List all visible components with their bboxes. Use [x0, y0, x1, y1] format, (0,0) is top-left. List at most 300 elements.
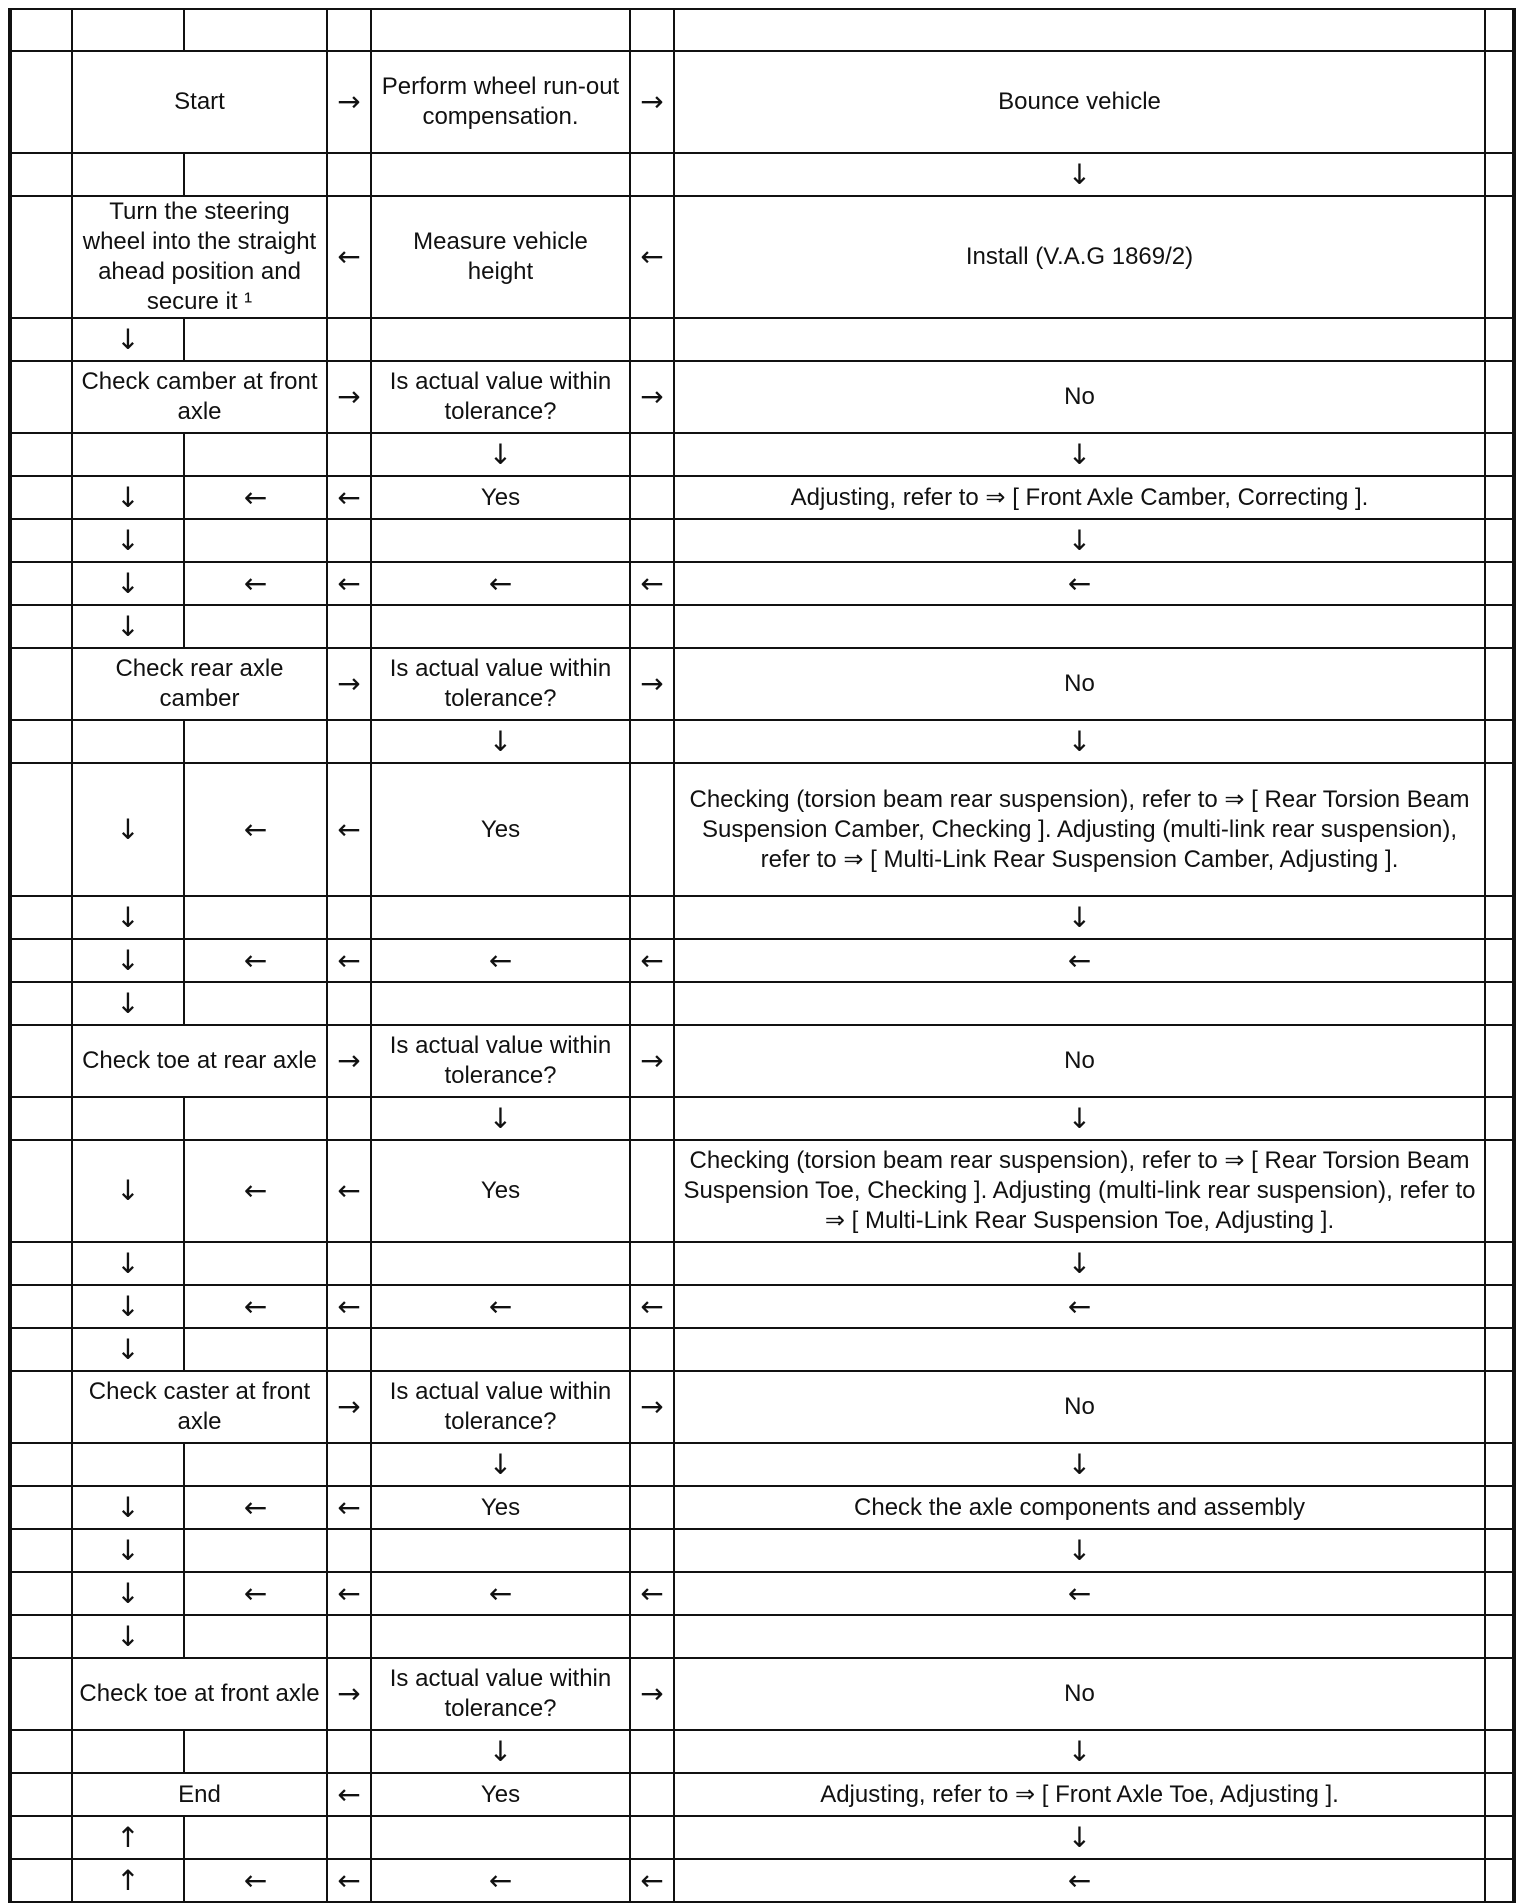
arrow-left-icon: ← — [184, 1140, 327, 1242]
flow-step: Checking (torsion beam rear suspension), refer to ⇒ [ Rear Torsion Beam Suspension Camber, Checking ]. Adjusting (multi-link rear suspension), refer to ⇒ [ Multi-Link Rear Suspension Camber, Adjusting ]. — [674, 763, 1485, 896]
arrow-left-icon: ← — [630, 196, 674, 318]
arrow-down-icon: ↓ — [371, 720, 630, 763]
empty-cell — [10, 196, 72, 318]
empty-cell — [630, 1486, 674, 1529]
empty-cell — [1485, 433, 1514, 476]
empty-cell — [10, 1328, 72, 1371]
flow-row — [10, 153, 1514, 196]
flow-step: Install (V.A.G 1869/2) — [674, 196, 1485, 318]
empty-cell — [10, 476, 72, 519]
empty-cell — [371, 9, 630, 51]
arrow-right-icon: → — [630, 1658, 674, 1730]
empty-cell — [630, 318, 674, 361]
arrow-right-icon: → — [630, 51, 674, 153]
flow-row — [10, 1328, 1514, 1371]
empty-cell — [630, 1097, 674, 1140]
empty-cell — [10, 51, 72, 153]
arrow-down-icon: ↓ — [674, 433, 1485, 476]
empty-cell — [630, 1140, 674, 1242]
flow-row — [10, 1097, 1514, 1140]
empty-cell — [674, 9, 1485, 51]
empty-cell — [1485, 1572, 1514, 1615]
empty-cell — [630, 1773, 674, 1816]
flow-step: Is actual value within tolerance? — [371, 361, 630, 433]
arrow-down-icon: ↓ — [674, 720, 1485, 763]
arrow-down-icon: ↓ — [72, 605, 184, 648]
arrow-right-icon: → — [327, 1371, 371, 1443]
flow-row — [10, 1486, 1514, 1529]
arrow-left-icon: ← — [674, 1572, 1485, 1615]
flow-step: No — [674, 1658, 1485, 1730]
flow-row — [10, 648, 1514, 720]
arrow-left-icon: ← — [327, 476, 371, 519]
empty-cell — [630, 763, 674, 896]
arrow-down-icon: ↓ — [674, 153, 1485, 196]
empty-cell — [184, 1730, 327, 1773]
empty-cell — [184, 1615, 327, 1658]
arrow-down-icon: ↓ — [72, 562, 184, 605]
empty-cell — [1485, 1773, 1514, 1816]
arrow-left-icon: ← — [327, 196, 371, 318]
empty-cell — [184, 605, 327, 648]
empty-cell — [10, 763, 72, 896]
flowchart-body — [10, 9, 1514, 1902]
empty-cell — [1485, 648, 1514, 720]
empty-cell — [10, 1242, 72, 1285]
empty-cell — [184, 153, 327, 196]
flow-row — [10, 1658, 1514, 1730]
empty-cell — [10, 433, 72, 476]
empty-cell — [184, 982, 327, 1025]
arrow-left-icon: ← — [327, 1486, 371, 1529]
empty-cell — [630, 1443, 674, 1486]
empty-cell — [371, 1529, 630, 1572]
flow-step: Yes — [371, 1486, 630, 1529]
arrow-down-icon: ↓ — [72, 1285, 184, 1328]
empty-cell — [1485, 476, 1514, 519]
empty-cell — [327, 1097, 371, 1140]
arrow-left-icon: ← — [630, 939, 674, 982]
empty-cell — [327, 1242, 371, 1285]
arrow-right-icon: → — [327, 51, 371, 153]
arrow-down-icon: ↓ — [72, 1242, 184, 1285]
empty-cell — [10, 1486, 72, 1529]
empty-cell — [184, 1443, 327, 1486]
flow-row — [10, 476, 1514, 519]
arrow-right-icon: → — [630, 361, 674, 433]
flow-step: Adjusting, refer to ⇒ [ Front Axle Toe, Adjusting ]. — [674, 1773, 1485, 1816]
empty-cell — [10, 1097, 72, 1140]
empty-cell — [371, 896, 630, 939]
flow-row — [10, 896, 1514, 939]
flow-step: End — [72, 1773, 327, 1816]
empty-cell — [630, 433, 674, 476]
flow-step: Is actual value within tolerance? — [371, 1658, 630, 1730]
empty-cell — [674, 605, 1485, 648]
empty-cell — [630, 605, 674, 648]
empty-cell — [327, 605, 371, 648]
flow-step: Start — [72, 51, 327, 153]
empty-cell — [1485, 982, 1514, 1025]
empty-cell — [184, 1242, 327, 1285]
arrow-left-icon: ← — [371, 1572, 630, 1615]
arrow-left-icon: ← — [371, 1859, 630, 1902]
empty-cell — [630, 720, 674, 763]
arrow-up-icon: ↑ — [72, 1816, 184, 1859]
empty-cell — [371, 1242, 630, 1285]
empty-cell — [327, 1443, 371, 1486]
arrow-down-icon: ↓ — [674, 519, 1485, 562]
empty-cell — [72, 9, 184, 51]
empty-cell — [327, 720, 371, 763]
arrow-left-icon: ← — [184, 562, 327, 605]
empty-cell — [1485, 318, 1514, 361]
empty-cell — [630, 153, 674, 196]
arrow-down-icon: ↓ — [72, 476, 184, 519]
arrow-left-icon: ← — [327, 1140, 371, 1242]
flow-step: Yes — [371, 476, 630, 519]
flow-step: Yes — [371, 763, 630, 896]
flow-step: Check toe at front axle — [72, 1658, 327, 1730]
empty-cell — [371, 519, 630, 562]
empty-cell — [1485, 939, 1514, 982]
empty-cell — [1485, 1486, 1514, 1529]
empty-cell — [1485, 1529, 1514, 1572]
empty-cell — [1485, 1097, 1514, 1140]
empty-cell — [72, 1443, 184, 1486]
empty-cell — [10, 562, 72, 605]
empty-cell — [72, 153, 184, 196]
arrow-down-icon: ↓ — [371, 1097, 630, 1140]
empty-cell — [72, 1730, 184, 1773]
empty-cell — [10, 1773, 72, 1816]
empty-cell — [674, 982, 1485, 1025]
arrow-left-icon: ← — [327, 562, 371, 605]
empty-cell — [371, 1816, 630, 1859]
arrow-left-icon: ← — [674, 939, 1485, 982]
arrow-left-icon: ← — [327, 1572, 371, 1615]
flow-step: No — [674, 648, 1485, 720]
flow-row — [10, 1242, 1514, 1285]
empty-cell — [630, 982, 674, 1025]
arrow-left-icon: ← — [184, 1285, 327, 1328]
arrow-down-icon: ↓ — [371, 433, 630, 476]
empty-cell — [10, 648, 72, 720]
flow-row — [10, 519, 1514, 562]
empty-cell — [10, 720, 72, 763]
arrow-down-icon: ↓ — [674, 1443, 1485, 1486]
flow-row — [10, 1140, 1514, 1242]
flow-step: Check toe at rear axle — [72, 1025, 327, 1097]
empty-cell — [10, 605, 72, 648]
flow-row — [10, 1859, 1514, 1902]
arrow-left-icon: ← — [327, 1285, 371, 1328]
flow-row — [10, 1529, 1514, 1572]
flow-row — [10, 1371, 1514, 1443]
arrow-left-icon: ← — [327, 763, 371, 896]
arrow-down-icon: ↓ — [72, 1486, 184, 1529]
flow-step: Yes — [371, 1140, 630, 1242]
arrow-up-icon: ↑ — [72, 1859, 184, 1902]
empty-cell — [327, 9, 371, 51]
empty-cell — [10, 1025, 72, 1097]
empty-cell — [10, 1572, 72, 1615]
arrow-right-icon: → — [327, 1025, 371, 1097]
empty-cell — [72, 720, 184, 763]
flow-step: Adjusting, refer to ⇒ [ Front Axle Camber, Correcting ]. — [674, 476, 1485, 519]
empty-cell — [10, 1371, 72, 1443]
empty-cell — [371, 1615, 630, 1658]
arrow-down-icon: ↓ — [72, 1529, 184, 1572]
arrow-left-icon: ← — [327, 1859, 371, 1902]
flow-step: No — [674, 361, 1485, 433]
empty-cell — [1485, 1443, 1514, 1486]
empty-cell — [630, 1242, 674, 1285]
empty-cell — [184, 1529, 327, 1572]
arrow-down-icon: ↓ — [72, 896, 184, 939]
empty-cell — [1485, 1140, 1514, 1242]
empty-cell — [1485, 1859, 1514, 1902]
arrow-left-icon: ← — [674, 562, 1485, 605]
flow-row — [10, 196, 1514, 318]
arrow-left-icon: ← — [327, 939, 371, 982]
empty-cell — [327, 1328, 371, 1371]
empty-cell — [327, 1615, 371, 1658]
empty-cell — [1485, 1285, 1514, 1328]
flow-row — [10, 51, 1514, 153]
arrow-left-icon: ← — [630, 1285, 674, 1328]
empty-cell — [10, 9, 72, 51]
empty-cell — [10, 1529, 72, 1572]
empty-cell — [1485, 562, 1514, 605]
wheel-alignment-flowchart — [8, 8, 1516, 1903]
empty-cell — [1485, 1615, 1514, 1658]
empty-cell — [184, 318, 327, 361]
flow-row — [10, 9, 1514, 51]
empty-cell — [327, 1730, 371, 1773]
empty-cell — [1485, 763, 1514, 896]
empty-cell — [630, 1529, 674, 1572]
flow-row — [10, 1443, 1514, 1486]
flow-step: Check camber at front axle — [72, 361, 327, 433]
arrow-down-icon: ↓ — [72, 318, 184, 361]
empty-cell — [184, 9, 327, 51]
empty-cell — [630, 519, 674, 562]
arrow-left-icon: ← — [327, 1773, 371, 1816]
arrow-down-icon: ↓ — [72, 519, 184, 562]
empty-cell — [10, 318, 72, 361]
empty-cell — [630, 896, 674, 939]
empty-cell — [10, 1285, 72, 1328]
flow-step: Check rear axle camber — [72, 648, 327, 720]
arrow-left-icon: ← — [630, 1572, 674, 1615]
empty-cell — [1485, 1730, 1514, 1773]
empty-cell — [674, 1328, 1485, 1371]
flow-step: Bounce vehicle — [674, 51, 1485, 153]
arrow-down-icon: ↓ — [371, 1730, 630, 1773]
empty-cell — [674, 318, 1485, 361]
arrow-left-icon: ← — [184, 1572, 327, 1615]
flow-row — [10, 1572, 1514, 1615]
arrow-left-icon: ← — [184, 763, 327, 896]
flow-row — [10, 982, 1514, 1025]
arrow-down-icon: ↓ — [72, 982, 184, 1025]
empty-cell — [630, 1816, 674, 1859]
flow-step: Check the axle components and assembly — [674, 1486, 1485, 1529]
flow-row — [10, 1730, 1514, 1773]
empty-cell — [371, 605, 630, 648]
flow-row — [10, 433, 1514, 476]
arrow-down-icon: ↓ — [72, 763, 184, 896]
empty-cell — [10, 1730, 72, 1773]
empty-cell — [327, 982, 371, 1025]
empty-cell — [327, 1816, 371, 1859]
arrow-down-icon: ↓ — [674, 1242, 1485, 1285]
empty-cell — [1485, 153, 1514, 196]
arrow-down-icon: ↓ — [72, 1572, 184, 1615]
empty-cell — [72, 433, 184, 476]
empty-cell — [184, 720, 327, 763]
empty-cell — [630, 1328, 674, 1371]
empty-cell — [184, 1816, 327, 1859]
empty-cell — [1485, 9, 1514, 51]
empty-cell — [184, 896, 327, 939]
arrow-down-icon: ↓ — [72, 939, 184, 982]
arrow-right-icon: → — [630, 1025, 674, 1097]
arrow-left-icon: ← — [674, 1859, 1485, 1902]
empty-cell — [10, 1615, 72, 1658]
empty-cell — [10, 153, 72, 196]
flow-row — [10, 720, 1514, 763]
empty-cell — [10, 361, 72, 433]
empty-cell — [327, 318, 371, 361]
empty-cell — [184, 433, 327, 476]
arrow-down-icon: ↓ — [72, 1328, 184, 1371]
flow-step: Perform wheel run-out compensation. — [371, 51, 630, 153]
arrow-right-icon: → — [327, 1658, 371, 1730]
flow-row — [10, 1773, 1514, 1816]
flow-step: Is actual value within tolerance? — [371, 648, 630, 720]
empty-cell — [630, 1615, 674, 1658]
arrow-left-icon: ← — [184, 1859, 327, 1902]
empty-cell — [10, 1658, 72, 1730]
flow-step: No — [674, 1025, 1485, 1097]
flow-step: No — [674, 1371, 1485, 1443]
empty-cell — [10, 1816, 72, 1859]
flow-row — [10, 318, 1514, 361]
empty-cell — [327, 1529, 371, 1572]
arrow-down-icon: ↓ — [72, 1615, 184, 1658]
arrow-left-icon: ← — [184, 939, 327, 982]
flow-row — [10, 1025, 1514, 1097]
flow-step: Yes — [371, 1773, 630, 1816]
empty-cell — [1485, 1371, 1514, 1443]
empty-cell — [1485, 1242, 1514, 1285]
empty-cell — [1485, 896, 1514, 939]
arrow-down-icon: ↓ — [371, 1443, 630, 1486]
arrow-left-icon: ← — [184, 1486, 327, 1529]
empty-cell — [674, 1615, 1485, 1658]
flow-row — [10, 939, 1514, 982]
empty-cell — [327, 153, 371, 196]
flow-step: Checking (torsion beam rear suspension), refer to ⇒ [ Rear Torsion Beam Suspension Toe, Checking ]. Adjusting (multi-link rear suspension), refer to ⇒ [ Multi-Link Rear Suspension Toe, Adjusting ]. — [674, 1140, 1485, 1242]
arrow-down-icon: ↓ — [674, 1529, 1485, 1572]
arrow-left-icon: ← — [371, 939, 630, 982]
empty-cell — [10, 519, 72, 562]
empty-cell — [184, 1328, 327, 1371]
empty-cell — [1485, 605, 1514, 648]
arrow-down-icon: ↓ — [674, 1730, 1485, 1773]
flow-step: Turn the steering wheel into the straight ahead position and secure it ¹ — [72, 196, 327, 318]
arrow-left-icon: ← — [630, 1859, 674, 1902]
empty-cell — [1485, 1328, 1514, 1371]
empty-cell — [371, 318, 630, 361]
empty-cell — [184, 519, 327, 562]
empty-cell — [630, 476, 674, 519]
flow-step: Check caster at front axle — [72, 1371, 327, 1443]
arrow-left-icon: ← — [184, 476, 327, 519]
empty-cell — [1485, 1658, 1514, 1730]
arrow-left-icon: ← — [371, 562, 630, 605]
empty-cell — [10, 1140, 72, 1242]
empty-cell — [1485, 361, 1514, 433]
flow-row — [10, 361, 1514, 433]
empty-cell — [1485, 1025, 1514, 1097]
empty-cell — [630, 9, 674, 51]
arrow-right-icon: → — [630, 1371, 674, 1443]
empty-cell — [184, 1097, 327, 1140]
arrow-right-icon: → — [327, 361, 371, 433]
empty-cell — [371, 1328, 630, 1371]
flow-row — [10, 562, 1514, 605]
empty-cell — [1485, 1816, 1514, 1859]
flow-row — [10, 1816, 1514, 1859]
empty-cell — [10, 896, 72, 939]
empty-cell — [10, 982, 72, 1025]
empty-cell — [630, 1730, 674, 1773]
arrow-left-icon: ← — [371, 1285, 630, 1328]
empty-cell — [327, 896, 371, 939]
empty-cell — [10, 1859, 72, 1902]
empty-cell — [1485, 196, 1514, 318]
arrow-down-icon: ↓ — [674, 1816, 1485, 1859]
arrow-left-icon: ← — [674, 1285, 1485, 1328]
empty-cell — [1485, 720, 1514, 763]
empty-cell — [371, 153, 630, 196]
empty-cell — [327, 433, 371, 476]
empty-cell — [1485, 519, 1514, 562]
flow-row — [10, 1615, 1514, 1658]
empty-cell — [371, 982, 630, 1025]
arrow-down-icon: ↓ — [674, 896, 1485, 939]
flow-row — [10, 1285, 1514, 1328]
arrow-down-icon: ↓ — [72, 1140, 184, 1242]
empty-cell — [1485, 51, 1514, 153]
flow-step: Is actual value within tolerance? — [371, 1371, 630, 1443]
empty-cell — [72, 1097, 184, 1140]
empty-cell — [10, 939, 72, 982]
empty-cell — [327, 519, 371, 562]
flow-row — [10, 763, 1514, 896]
flow-step: Is actual value within tolerance? — [371, 1025, 630, 1097]
arrow-right-icon: → — [327, 648, 371, 720]
arrow-down-icon: ↓ — [674, 1097, 1485, 1140]
arrow-left-icon: ← — [630, 562, 674, 605]
flow-row — [10, 605, 1514, 648]
flow-step: Measure vehicle height — [371, 196, 630, 318]
empty-cell — [10, 1443, 72, 1486]
arrow-right-icon: → — [630, 648, 674, 720]
